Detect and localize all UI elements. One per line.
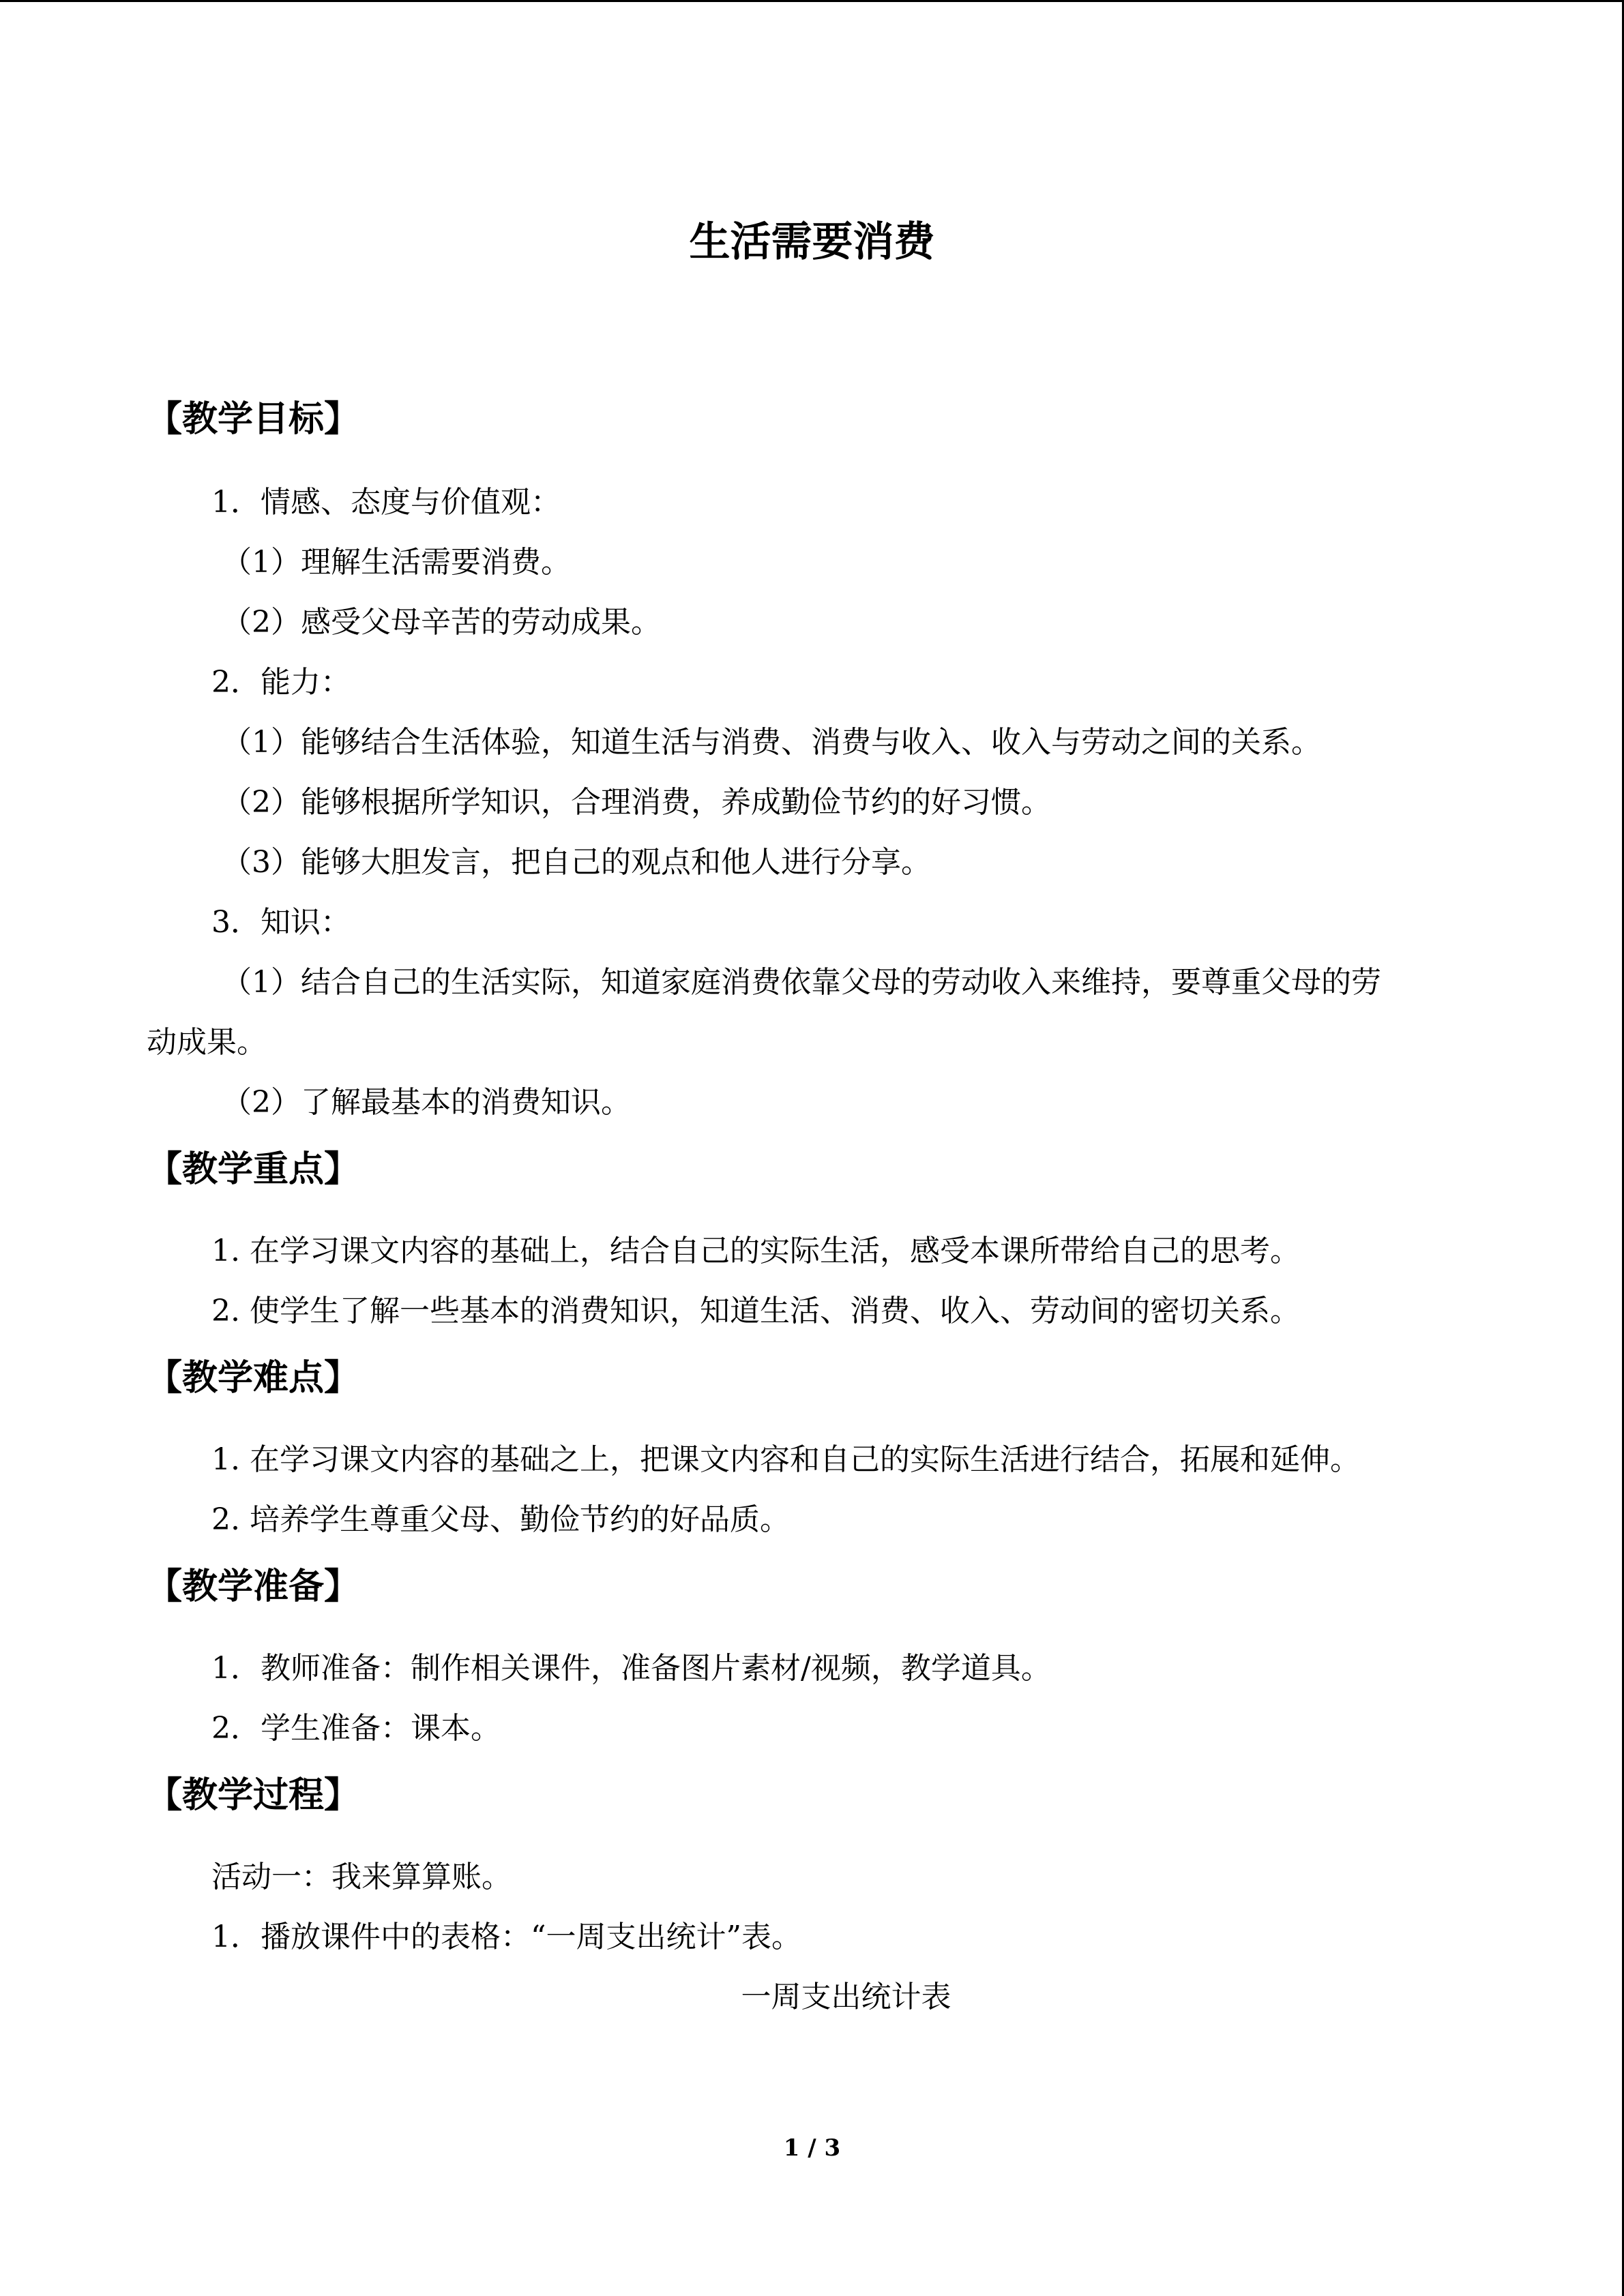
objective-line-2: （1）理解生活需要消费。 (222, 545, 571, 580)
objective-line-1: 1．情感、态度与价值观： (211, 485, 561, 520)
objective-line-11: （2）了解最基本的消费知识。 (222, 1085, 631, 1120)
objective-line-3: （2）感受父母辛苦的劳动成果。 (222, 605, 661, 640)
heading-preparation: 【教学准备】 (147, 1566, 360, 1607)
objective-line-5: （1）能够结合生活体验，知道生活与消费、消费与收入、收入与劳动之间的关系。 (222, 725, 1321, 760)
heading-process: 【教学过程】 (147, 1774, 360, 1816)
preparation-line-1: 1．教师准备：制作相关课件，准备图片素材/视频，教学道具。 (211, 1651, 1051, 1686)
process-line-1: 活动一：我来算算账。 (211, 1860, 512, 1894)
heading-teaching-objectives: 【教学目标】 (147, 398, 360, 440)
heading-key-points: 【教学重点】 (147, 1148, 360, 1190)
process-line-2: 1．播放课件中的表格：“一周支出统计”表。 (211, 1920, 801, 1954)
objective-line-9: （1）结合自己的生活实际，知道家庭消费依靠父母的劳动收入来维持，要尊重父母的劳 (222, 965, 1381, 1000)
table-caption: 一周支出统计表 (741, 1980, 951, 2014)
key-point-line-2: 2. 使学生了解一些基本的消费知识，知道生活、消费、收入、劳动间的密切关系。 (211, 1294, 1300, 1328)
difficulty-line-2: 2. 培养学生尊重父母、勤俭节约的好品质。 (211, 1502, 790, 1537)
objective-line-8: 3．知识： (211, 905, 351, 940)
heading-difficulties: 【教学难点】 (147, 1357, 360, 1399)
page-number: 1 / 3 (783, 2134, 841, 2162)
objective-line-10: 动成果。 (147, 1025, 267, 1060)
objective-line-6: （2）能够根据所学知识，合理消费，养成勤俭节约的好习惯。 (222, 785, 1051, 820)
document-title: 生活需要消费 (689, 218, 935, 266)
preparation-line-2: 2．学生准备：课本。 (211, 1711, 501, 1746)
key-point-line-1: 1. 在学习课文内容的基础上，结合自己的实际生活，感受本课所带给自己的思考。 (211, 1234, 1300, 1268)
difficulty-line-1: 1. 在学习课文内容的基础之上，把课文内容和自己的实际生活进行结合，拓展和延伸。 (211, 1442, 1360, 1477)
objective-line-4: 2．能力： (211, 665, 351, 700)
objective-line-7: （3）能够大胆发言，把自己的观点和他人进行分享。 (222, 845, 931, 880)
